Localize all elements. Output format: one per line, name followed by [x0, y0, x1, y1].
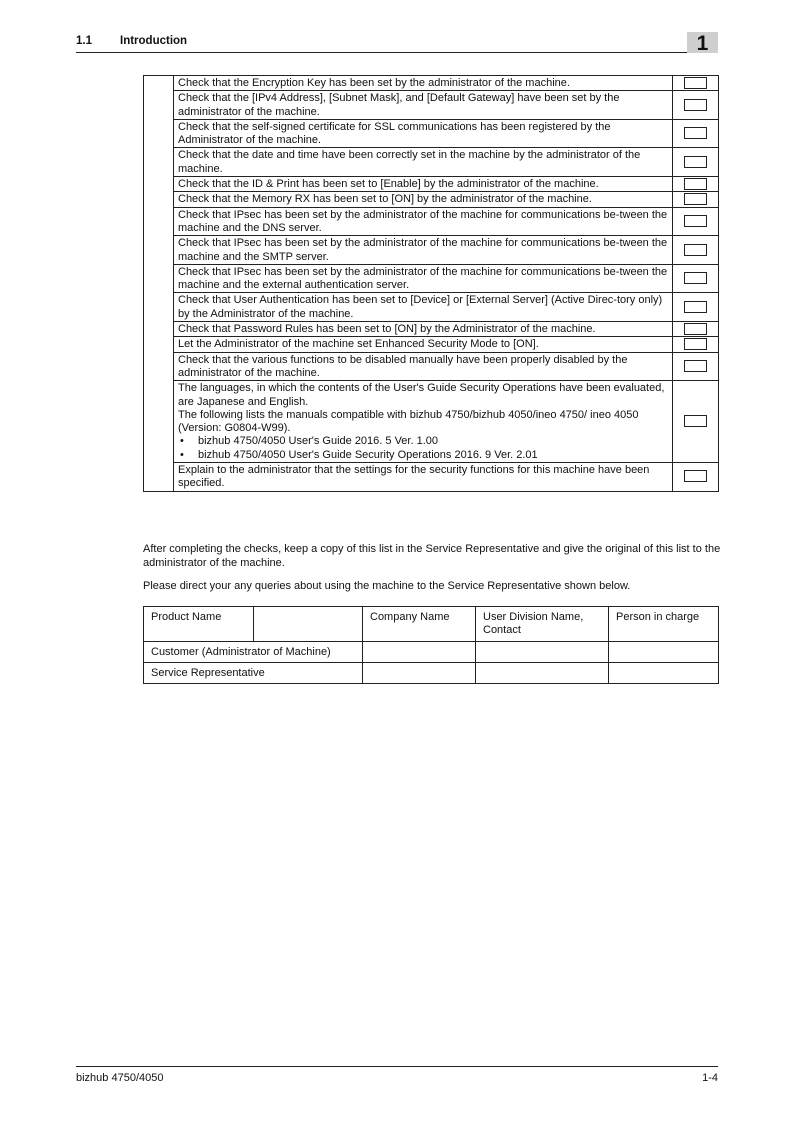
customer-division-cell[interactable] — [476, 642, 609, 663]
checkbox-cell — [673, 177, 719, 192]
contact-header-row — [144, 607, 719, 642]
checklist-line: Check that the self-signed certificate for SSL communications has been registered by the Administrator of the machine. — [178, 120, 611, 147]
customer-person-cell[interactable] — [609, 642, 719, 663]
checklist-line: Check that the Memory RX has been set to [ON] by the administrator of the machine. — [178, 193, 592, 206]
checklist-item-text — [174, 293, 673, 322]
checkbox[interactable] — [684, 301, 707, 313]
checklist-row — [144, 119, 719, 148]
checklist-line: Check that the date and time have been correctly set in the machine by the administrator of the machine. — [178, 149, 641, 175]
checklist-row — [144, 76, 719, 91]
checklist-item-text — [174, 381, 673, 463]
person-in-charge-label: Person in charge — [609, 607, 719, 642]
checkbox-cell — [673, 76, 719, 91]
customer-label: Customer (Administrator of Machine) — [144, 642, 363, 663]
checklist-item-text — [174, 352, 673, 381]
checklist-row — [144, 236, 719, 265]
checklist-item-text — [174, 207, 673, 236]
chapter-badge: 1 — [687, 32, 718, 53]
checkbox-cell — [673, 119, 719, 148]
service-rep-company-cell[interactable] — [363, 663, 476, 684]
service-rep-row — [144, 663, 719, 684]
checkbox[interactable] — [684, 156, 707, 168]
checklist-line: Check that User Authentication has been set to [Device] or [External Server] (Active Direc-tory only) by the Administrator of the machine. — [178, 294, 663, 320]
section-number: 1.1 — [76, 35, 92, 47]
page-header — [76, 32, 718, 53]
checklist-line: Check that the various functions to be disabled manually have been properly disabled by the administrator of the machine. — [178, 353, 628, 379]
checkbox[interactable] — [684, 323, 707, 335]
customer-row — [144, 642, 719, 663]
checkbox[interactable] — [684, 77, 707, 89]
checklist-item-text — [174, 192, 673, 207]
checklist-line: Check that the ID & Print has been set to [Enable] by the administrator of the machine. — [178, 178, 599, 191]
checkbox[interactable] — [684, 360, 707, 372]
checkbox-cell — [673, 352, 719, 381]
checklist-row — [144, 337, 719, 352]
checklist-item-text — [174, 148, 673, 177]
checkbox[interactable] — [684, 415, 707, 427]
footer-model: bizhub 4750/4050 — [76, 1072, 164, 1084]
checklist-line: Check that IPsec has been set by the administrator of the machine for communications be-tween the machine and the SMTP server. — [178, 237, 668, 263]
checkbox[interactable] — [684, 127, 707, 139]
checkbox-cell — [673, 463, 719, 492]
queries-paragraph: Please direct your any queries about using the machine to the Service Representative shown below. — [143, 580, 631, 592]
checklist-line: Explain to the administrator that the settings for the security functions for this machine have been specified. — [178, 464, 650, 490]
checklist-item-text — [174, 264, 673, 293]
checklist-item-text — [174, 337, 673, 352]
checklist-row — [144, 148, 719, 177]
security-checklist — [143, 75, 719, 492]
checkbox[interactable] — [684, 244, 707, 256]
manual-bullet-item: • bizhub 4750/4050 User's Guide Security Operations 2016. 9 Ver. 2.01 — [178, 449, 668, 462]
service-rep-person-cell[interactable] — [609, 663, 719, 684]
checklist-line: Check that the Encryption Key has been set by the administrator of the machine. — [178, 77, 570, 89]
company-name-label: Company Name — [363, 607, 476, 642]
checklist-line: Check that the [IPv4 Address], [Subnet Mask], and [Default Gateway] have been set by the administrator of the machine. — [178, 92, 620, 118]
checklist-item-text — [174, 463, 673, 492]
checkbox-cell — [673, 192, 719, 207]
checkbox[interactable] — [684, 215, 707, 227]
checklist-item-text — [174, 91, 673, 120]
checkbox[interactable] — [684, 272, 707, 284]
checklist-item-text — [174, 76, 673, 91]
section-title: Introduction — [120, 35, 188, 47]
checklist-row — [144, 352, 719, 381]
checklist-row — [144, 293, 719, 322]
checklist-line: Check that Password Rules has been set to [ON] by the Administrator of the machine. — [178, 323, 596, 336]
checkbox[interactable] — [684, 470, 707, 482]
checkbox-cell — [673, 148, 719, 177]
product-name-label: Product Name — [144, 607, 254, 642]
checkbox-cell — [673, 337, 719, 352]
checklist-row — [144, 177, 719, 192]
checklist-margin-cell — [144, 76, 174, 492]
checklist-item-text — [174, 119, 673, 148]
service-rep-division-cell[interactable] — [476, 663, 609, 684]
checklist-line: Check that IPsec has been set by the administrator of the machine for communications be-tween the machine and the external authentication server. — [178, 265, 668, 292]
checkbox-cell — [673, 236, 719, 265]
checklist-item-text — [174, 177, 673, 192]
checklist-row — [144, 322, 719, 337]
checkbox-cell — [673, 91, 719, 120]
checkbox[interactable] — [684, 338, 707, 350]
checkbox-cell — [673, 322, 719, 337]
checklist-row — [144, 91, 719, 120]
page-footer — [76, 1066, 718, 1084]
division-contact-label: User Division Name, Contact — [476, 607, 609, 642]
checkbox-cell — [673, 207, 719, 236]
checklist-item-text — [174, 236, 673, 265]
checkbox-cell — [673, 264, 719, 293]
checkbox-cell — [673, 293, 719, 322]
checklist-row — [144, 207, 719, 236]
checkbox[interactable] — [684, 178, 707, 190]
checklist-line: Let the Administrator of the machine set Enhanced Security Mode to [ON]. — [178, 338, 539, 351]
contact-table — [143, 606, 719, 684]
checklist-row — [144, 192, 719, 207]
checklist-line: The following lists the manuals compatible with bizhub 4750/bizhub 4050/ineo 4750/ ineo 4050 (Version: G0804-W99). — [178, 408, 639, 435]
service-rep-label: Service Representative — [144, 663, 363, 684]
checkbox-cell — [673, 381, 719, 463]
manual-bullet-item: • bizhub 4750/4050 User's Guide 2016. 5 Ver. 1.00 — [178, 435, 668, 448]
page-number: 1-4 — [702, 1072, 718, 1084]
checklist-row — [144, 463, 719, 492]
checklist-item-text — [174, 322, 673, 337]
product-name-value[interactable] — [254, 607, 363, 642]
customer-company-cell[interactable] — [363, 642, 476, 663]
checkbox[interactable] — [684, 99, 707, 111]
checklist-line: Check that IPsec has been set by the administrator of the machine for communications be-tween the machine and the DNS server. — [178, 208, 668, 234]
checkbox[interactable] — [684, 193, 707, 205]
checklist-line: The languages, in which the contents of the User's Guide Security Operations have been evaluated, are Japanese and English. — [178, 382, 665, 408]
checklist-row — [144, 381, 719, 463]
after-checks-paragraph: After completing the checks, keep a copy of this list in the Service Representative and give the original of this list to the administrator of the machine. — [143, 543, 721, 569]
checklist-row — [144, 264, 719, 293]
